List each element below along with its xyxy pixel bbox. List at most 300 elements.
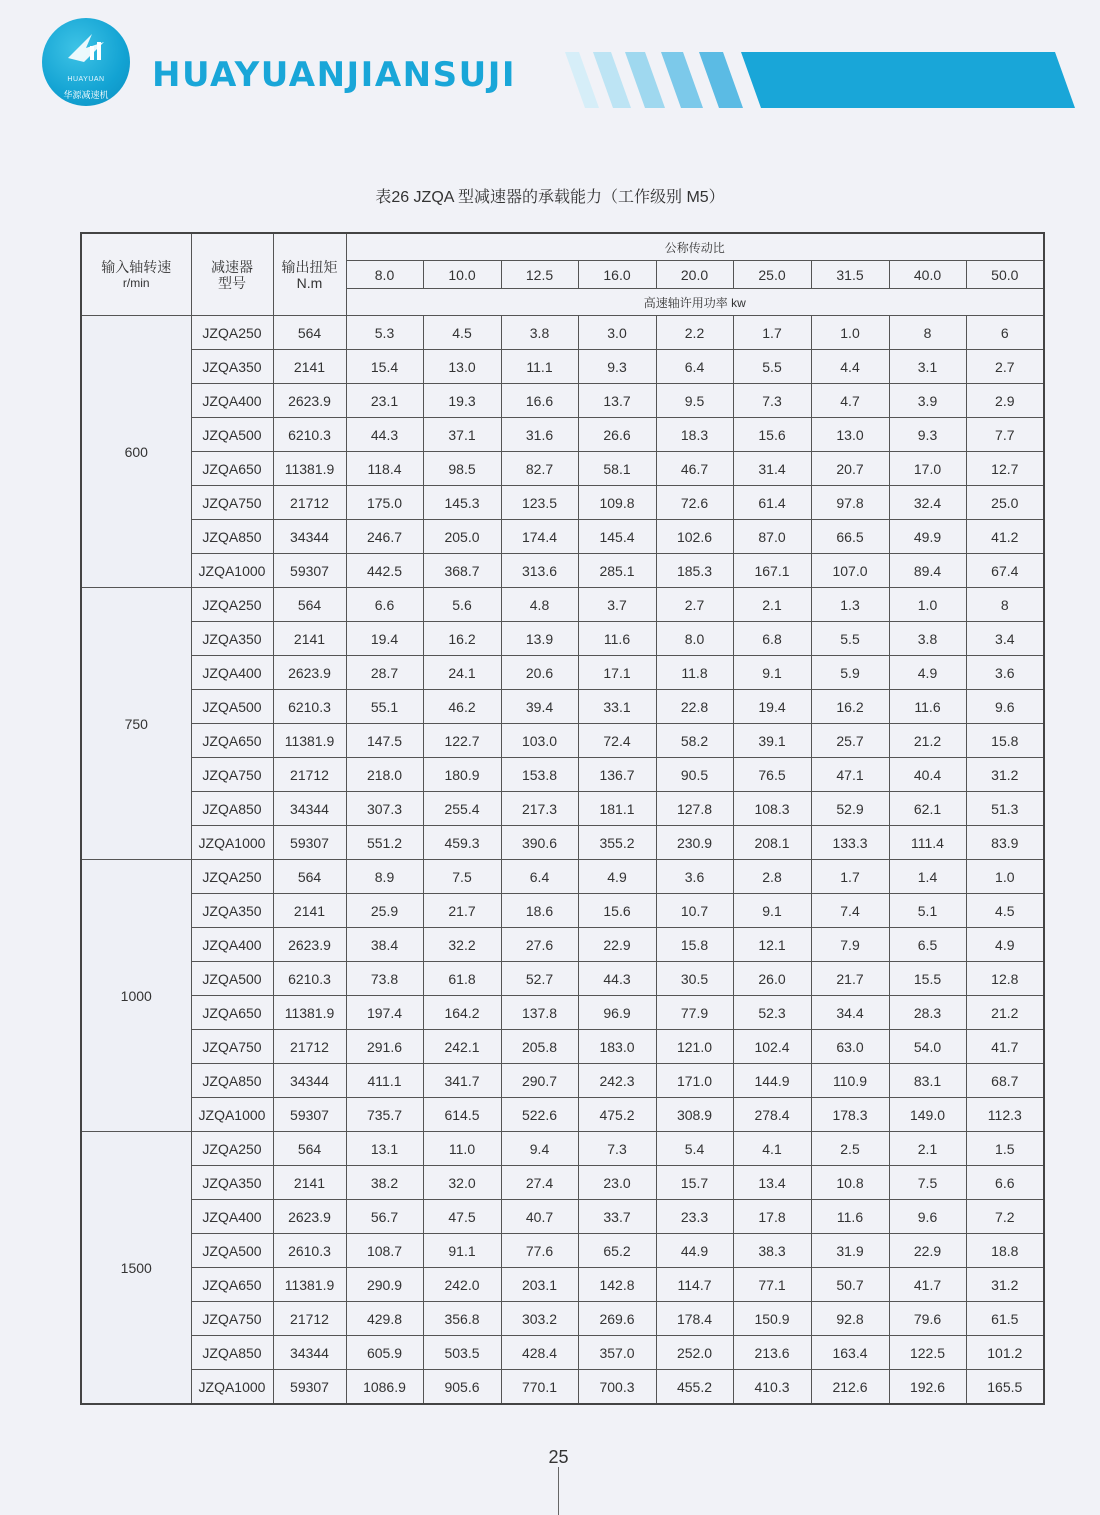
power-value-cell: 242.1 <box>423 1030 501 1064</box>
header-input-speed-label: 输入轴转速 <box>101 258 172 275</box>
power-value-cell: 41.7 <box>889 1268 966 1302</box>
output-torque-cell: 6210.3 <box>273 962 346 996</box>
power-value-cell: 5.5 <box>733 350 811 384</box>
power-value-cell: 181.1 <box>578 792 656 826</box>
power-value-cell: 700.3 <box>578 1370 656 1405</box>
reducer-model-cell: JZQA500 <box>191 418 273 452</box>
power-value-cell: 37.1 <box>423 418 501 452</box>
table-row <box>81 690 1044 724</box>
power-value-cell: 26.0 <box>733 962 811 996</box>
power-value-cell: 9.1 <box>733 656 811 690</box>
power-value-cell: 269.6 <box>578 1302 656 1336</box>
power-value-cell: 46.7 <box>656 452 733 486</box>
output-torque-cell: 59307 <box>273 1370 346 1405</box>
power-value-cell: 33.7 <box>578 1200 656 1234</box>
load-capacity-table <box>80 232 1045 1405</box>
power-value-cell: 52.7 <box>501 962 578 996</box>
power-value-cell: 212.6 <box>811 1370 889 1405</box>
power-value-cell: 6.8 <box>733 622 811 656</box>
power-value-cell: 133.3 <box>811 826 889 860</box>
power-value-cell: 31.9 <box>811 1234 889 1268</box>
power-value-cell: 197.4 <box>346 996 423 1030</box>
power-value-cell: 3.6 <box>966 656 1044 690</box>
table-row <box>81 1030 1044 1064</box>
power-value-cell: 47.5 <box>423 1200 501 1234</box>
power-value-cell: 96.9 <box>578 996 656 1030</box>
power-value-cell: 61.4 <box>733 486 811 520</box>
power-value-cell: 174.4 <box>501 520 578 554</box>
reducer-model-cell: JZQA850 <box>191 1064 273 1098</box>
header-reducer-type <box>191 233 273 316</box>
reducer-model-cell: JZQA250 <box>191 860 273 894</box>
power-value-cell: 38.4 <box>346 928 423 962</box>
power-value-cell: 9.3 <box>578 350 656 384</box>
output-torque-cell: 2141 <box>273 350 346 384</box>
reducer-model-cell: JZQA850 <box>191 1336 273 1370</box>
power-value-cell: 2.7 <box>966 350 1044 384</box>
reducer-model-cell: JZQA750 <box>191 758 273 792</box>
output-torque-cell: 564 <box>273 1132 346 1166</box>
reducer-model-cell: JZQA850 <box>191 792 273 826</box>
reducer-model-cell: JZQA750 <box>191 486 273 520</box>
power-value-cell: 31.2 <box>966 758 1044 792</box>
power-value-cell: 15.5 <box>889 962 966 996</box>
power-value-cell: 66.5 <box>811 520 889 554</box>
table-row <box>81 1098 1044 1132</box>
power-value-cell: 122.7 <box>423 724 501 758</box>
power-value-cell: 1086.9 <box>346 1370 423 1405</box>
ratio-header-cell: 25.0 <box>733 261 811 289</box>
reducer-model-cell: JZQA1000 <box>191 554 273 588</box>
ratio-header-cell: 10.0 <box>423 261 501 289</box>
power-value-cell: 905.6 <box>423 1370 501 1405</box>
power-value-cell: 34.4 <box>811 996 889 1030</box>
power-value-cell: 97.8 <box>811 486 889 520</box>
power-value-cell: 13.0 <box>423 350 501 384</box>
power-value-cell: 9.6 <box>966 690 1044 724</box>
power-value-cell: 4.9 <box>889 656 966 690</box>
header-input-speed <box>81 233 191 316</box>
header-output-torque-unit: N.m <box>296 274 323 291</box>
table-row <box>81 860 1044 894</box>
power-value-cell: 18.8 <box>966 1234 1044 1268</box>
power-value-cell: 121.0 <box>656 1030 733 1064</box>
power-value-cell: 33.1 <box>578 690 656 724</box>
reducer-model-cell: JZQA650 <box>191 1268 273 1302</box>
power-value-cell: 22.8 <box>656 690 733 724</box>
power-value-cell: 20.7 <box>811 452 889 486</box>
power-value-cell: 23.3 <box>656 1200 733 1234</box>
output-torque-cell: 11381.9 <box>273 1268 346 1302</box>
ratio-header-cell: 16.0 <box>578 261 656 289</box>
output-torque-cell: 6210.3 <box>273 690 346 724</box>
reducer-model-cell: JZQA750 <box>191 1302 273 1336</box>
table-row <box>81 452 1044 486</box>
power-value-cell: 291.6 <box>346 1030 423 1064</box>
power-value-cell: 3.0 <box>578 316 656 350</box>
power-value-cell: 2.2 <box>656 316 733 350</box>
power-value-cell: 308.9 <box>656 1098 733 1132</box>
power-value-cell: 180.9 <box>423 758 501 792</box>
power-value-cell: 122.5 <box>889 1336 966 1370</box>
power-value-cell: 218.0 <box>346 758 423 792</box>
power-value-cell: 5.6 <box>423 588 501 622</box>
power-value-cell: 242.0 <box>423 1268 501 1302</box>
input-speed-cell: 1000 <box>81 860 191 1132</box>
power-value-cell: 31.4 <box>733 452 811 486</box>
power-value-cell: 55.1 <box>346 690 423 724</box>
reducer-model-cell: JZQA350 <box>191 1166 273 1200</box>
power-value-cell: 8 <box>966 588 1044 622</box>
power-value-cell: 167.1 <box>733 554 811 588</box>
power-value-cell: 175.0 <box>346 486 423 520</box>
power-value-cell: 3.6 <box>656 860 733 894</box>
power-value-cell: 13.0 <box>811 418 889 452</box>
reducer-model-cell: JZQA250 <box>191 1132 273 1166</box>
power-value-cell: 109.8 <box>578 486 656 520</box>
power-value-cell: 38.3 <box>733 1234 811 1268</box>
logo-mark-icon <box>64 28 108 66</box>
power-value-cell: 153.8 <box>501 758 578 792</box>
power-value-cell: 46.2 <box>423 690 501 724</box>
power-value-cell: 87.0 <box>733 520 811 554</box>
power-value-cell: 44.3 <box>346 418 423 452</box>
table-row <box>81 724 1044 758</box>
power-value-cell: 19.3 <box>423 384 501 418</box>
power-value-cell: 149.0 <box>889 1098 966 1132</box>
table-row <box>81 588 1044 622</box>
reducer-model-cell: JZQA1000 <box>191 826 273 860</box>
reducer-model-cell: JZQA400 <box>191 928 273 962</box>
power-value-cell: 5.4 <box>656 1132 733 1166</box>
power-value-cell: 285.1 <box>578 554 656 588</box>
power-value-cell: 252.0 <box>656 1336 733 1370</box>
input-speed-cell: 750 <box>81 588 191 860</box>
power-value-cell: 108.7 <box>346 1234 423 1268</box>
power-value-cell: 3.7 <box>578 588 656 622</box>
power-value-cell: 4.8 <box>501 588 578 622</box>
power-value-cell: 4.9 <box>966 928 1044 962</box>
power-value-cell: 49.9 <box>889 520 966 554</box>
table-row <box>81 418 1044 452</box>
power-value-cell: 32.4 <box>889 486 966 520</box>
power-value-cell: 58.1 <box>578 452 656 486</box>
power-value-cell: 77.9 <box>656 996 733 1030</box>
reducer-model-cell: JZQA400 <box>191 1200 273 1234</box>
power-value-cell: 127.8 <box>656 792 733 826</box>
power-value-cell: 208.1 <box>733 826 811 860</box>
reducer-model-cell: JZQA350 <box>191 894 273 928</box>
output-torque-cell: 2623.9 <box>273 656 346 690</box>
power-value-cell: 56.7 <box>346 1200 423 1234</box>
power-value-cell: 290.9 <box>346 1268 423 1302</box>
power-value-cell: 91.1 <box>423 1234 501 1268</box>
power-value-cell: 7.5 <box>889 1166 966 1200</box>
ratio-header-cell: 50.0 <box>966 261 1044 289</box>
power-value-cell: 230.9 <box>656 826 733 860</box>
power-value-cell: 178.3 <box>811 1098 889 1132</box>
power-value-cell: 183.0 <box>578 1030 656 1064</box>
reducer-model-cell: JZQA650 <box>191 724 273 758</box>
output-torque-cell: 2623.9 <box>273 928 346 962</box>
power-value-cell: 19.4 <box>733 690 811 724</box>
power-value-cell: 1.5 <box>966 1132 1044 1166</box>
table-row <box>81 826 1044 860</box>
power-value-cell: 47.1 <box>811 758 889 792</box>
power-value-cell: 203.1 <box>501 1268 578 1302</box>
power-value-cell: 307.3 <box>346 792 423 826</box>
power-value-cell: 51.3 <box>966 792 1044 826</box>
table-row <box>81 622 1044 656</box>
power-value-cell: 442.5 <box>346 554 423 588</box>
power-value-cell: 2.5 <box>811 1132 889 1166</box>
power-value-cell: 58.2 <box>656 724 733 758</box>
ratio-header-cell: 20.0 <box>656 261 733 289</box>
output-torque-cell: 21712 <box>273 1030 346 1064</box>
power-value-cell: 7.4 <box>811 894 889 928</box>
logo-text-en: HUAYUAN <box>67 76 105 83</box>
power-value-cell: 39.4 <box>501 690 578 724</box>
power-value-cell: 192.6 <box>889 1370 966 1405</box>
power-value-cell: 4.5 <box>423 316 501 350</box>
power-value-cell: 18.6 <box>501 894 578 928</box>
header-allowable-power: 高速轴许用功率 kw <box>346 289 1044 316</box>
power-value-cell: 1.7 <box>811 860 889 894</box>
output-torque-cell: 34344 <box>273 520 346 554</box>
table-row <box>81 996 1044 1030</box>
reducer-model-cell: JZQA850 <box>191 520 273 554</box>
power-value-cell: 4.5 <box>966 894 1044 928</box>
power-value-cell: 356.8 <box>423 1302 501 1336</box>
power-value-cell: 28.7 <box>346 656 423 690</box>
output-torque-cell: 59307 <box>273 554 346 588</box>
power-value-cell: 8.9 <box>346 860 423 894</box>
output-torque-cell: 21712 <box>273 1302 346 1336</box>
power-value-cell: 8.0 <box>656 622 733 656</box>
power-value-cell: 5.1 <box>889 894 966 928</box>
power-value-cell: 11.6 <box>889 690 966 724</box>
ratio-header-cell: 8.0 <box>346 261 423 289</box>
power-value-cell: 142.8 <box>578 1268 656 1302</box>
table-row <box>81 792 1044 826</box>
power-value-cell: 44.3 <box>578 962 656 996</box>
power-value-cell: 9.3 <box>889 418 966 452</box>
power-value-cell: 92.8 <box>811 1302 889 1336</box>
output-torque-cell: 11381.9 <box>273 452 346 486</box>
reducer-model-cell: JZQA500 <box>191 690 273 724</box>
output-torque-cell: 34344 <box>273 1064 346 1098</box>
power-value-cell: 16.6 <box>501 384 578 418</box>
output-torque-cell: 6210.3 <box>273 418 346 452</box>
power-value-cell: 136.7 <box>578 758 656 792</box>
output-torque-cell: 21712 <box>273 486 346 520</box>
power-value-cell: 39.1 <box>733 724 811 758</box>
power-value-cell: 303.2 <box>501 1302 578 1336</box>
reducer-model-cell: JZQA350 <box>191 622 273 656</box>
power-value-cell: 411.1 <box>346 1064 423 1098</box>
power-value-cell: 67.4 <box>966 554 1044 588</box>
output-torque-cell: 564 <box>273 860 346 894</box>
power-value-cell: 368.7 <box>423 554 501 588</box>
power-value-cell: 83.9 <box>966 826 1044 860</box>
power-value-cell: 17.1 <box>578 656 656 690</box>
power-value-cell: 18.3 <box>656 418 733 452</box>
power-value-cell: 76.5 <box>733 758 811 792</box>
power-value-cell: 15.4 <box>346 350 423 384</box>
power-value-cell: 5.9 <box>811 656 889 690</box>
table-title: 表26 JZQA 型减速器的承载能力（工作级别 M5） <box>375 189 725 206</box>
power-value-cell: 11.6 <box>811 1200 889 1234</box>
power-value-cell: 44.9 <box>656 1234 733 1268</box>
power-value-cell: 25.0 <box>966 486 1044 520</box>
power-value-cell: 429.8 <box>346 1302 423 1336</box>
reducer-model-cell: JZQA250 <box>191 588 273 622</box>
output-torque-cell: 2141 <box>273 622 346 656</box>
power-value-cell: 503.5 <box>423 1336 501 1370</box>
reducer-model-cell: JZQA250 <box>191 316 273 350</box>
table-row <box>81 962 1044 996</box>
power-value-cell: 110.9 <box>811 1064 889 1098</box>
power-value-cell: 1.7 <box>733 316 811 350</box>
power-value-cell: 17.8 <box>733 1200 811 1234</box>
output-torque-cell: 2623.9 <box>273 384 346 418</box>
power-value-cell: 1.4 <box>889 860 966 894</box>
power-value-cell: 83.1 <box>889 1064 966 1098</box>
power-value-cell: 3.8 <box>889 622 966 656</box>
power-value-cell: 213.6 <box>733 1336 811 1370</box>
company-logo <box>42 18 130 106</box>
header-nominal-ratio: 公称传动比 <box>346 233 1044 261</box>
power-value-cell: 98.5 <box>423 452 501 486</box>
power-value-cell: 108.3 <box>733 792 811 826</box>
power-value-cell: 357.0 <box>578 1336 656 1370</box>
power-value-cell: 114.7 <box>656 1268 733 1302</box>
ratio-header-cell: 12.5 <box>501 261 578 289</box>
input-speed-cell: 600 <box>81 316 191 588</box>
output-torque-cell: 34344 <box>273 1336 346 1370</box>
power-value-cell: 2.1 <box>733 588 811 622</box>
table-row <box>81 1132 1044 1166</box>
table-row <box>81 1166 1044 1200</box>
power-value-cell: 24.1 <box>423 656 501 690</box>
output-torque-cell: 34344 <box>273 792 346 826</box>
power-value-cell: 7.2 <box>966 1200 1044 1234</box>
power-value-cell: 185.3 <box>656 554 733 588</box>
power-value-cell: 11.6 <box>578 622 656 656</box>
power-value-cell: 27.4 <box>501 1166 578 1200</box>
power-value-cell: 31.6 <box>501 418 578 452</box>
power-value-cell: 147.5 <box>346 724 423 758</box>
reducer-model-cell: JZQA650 <box>191 996 273 1030</box>
header-output-torque <box>273 233 346 316</box>
power-value-cell: 111.4 <box>889 826 966 860</box>
power-value-cell: 2.8 <box>733 860 811 894</box>
power-value-cell: 242.3 <box>578 1064 656 1098</box>
power-value-cell: 12.7 <box>966 452 1044 486</box>
power-value-cell: 9.1 <box>733 894 811 928</box>
power-value-cell: 313.6 <box>501 554 578 588</box>
power-value-cell: 38.2 <box>346 1166 423 1200</box>
table-row <box>81 554 1044 588</box>
power-value-cell: 90.5 <box>656 758 733 792</box>
power-value-cell: 150.9 <box>733 1302 811 1336</box>
output-torque-cell: 11381.9 <box>273 996 346 1030</box>
output-torque-cell: 11381.9 <box>273 724 346 758</box>
power-value-cell: 7.9 <box>811 928 889 962</box>
power-value-cell: 54.0 <box>889 1030 966 1064</box>
power-value-cell: 13.9 <box>501 622 578 656</box>
power-value-cell: 8 <box>889 316 966 350</box>
power-value-cell: 23.1 <box>346 384 423 418</box>
power-value-cell: 137.8 <box>501 996 578 1030</box>
output-torque-cell: 564 <box>273 588 346 622</box>
output-torque-cell: 59307 <box>273 826 346 860</box>
power-value-cell: 10.8 <box>811 1166 889 1200</box>
power-value-cell: 21.2 <box>889 724 966 758</box>
output-torque-cell: 59307 <box>273 1098 346 1132</box>
power-value-cell: 5.5 <box>811 622 889 656</box>
power-value-cell: 6.6 <box>346 588 423 622</box>
table-row <box>81 1064 1044 1098</box>
power-value-cell: 341.7 <box>423 1064 501 1098</box>
power-value-cell: 103.0 <box>501 724 578 758</box>
power-value-cell: 21.7 <box>423 894 501 928</box>
output-torque-cell: 564 <box>273 316 346 350</box>
power-value-cell: 3.4 <box>966 622 1044 656</box>
table-row <box>81 894 1044 928</box>
reducer-model-cell: JZQA650 <box>191 452 273 486</box>
table-row <box>81 758 1044 792</box>
power-value-cell: 11.1 <box>501 350 578 384</box>
table-row <box>81 1234 1044 1268</box>
power-value-cell: 6.4 <box>656 350 733 384</box>
power-value-cell: 41.7 <box>966 1030 1044 1064</box>
reducer-model-cell: JZQA400 <box>191 384 273 418</box>
power-value-cell: 205.8 <box>501 1030 578 1064</box>
power-value-cell: 4.9 <box>578 860 656 894</box>
power-value-cell: 40.7 <box>501 1200 578 1234</box>
power-value-cell: 15.8 <box>966 724 1044 758</box>
power-value-cell: 15.7 <box>656 1166 733 1200</box>
brand-name: HUAYUANJIANSUJI <box>152 55 516 95</box>
power-value-cell: 178.4 <box>656 1302 733 1336</box>
table-row <box>81 520 1044 554</box>
power-value-cell: 171.0 <box>656 1064 733 1098</box>
power-value-cell: 82.7 <box>501 452 578 486</box>
power-value-cell: 118.4 <box>346 452 423 486</box>
power-value-cell: 123.5 <box>501 486 578 520</box>
power-value-cell: 4.4 <box>811 350 889 384</box>
power-value-cell: 32.0 <box>423 1166 501 1200</box>
power-value-cell: 22.9 <box>578 928 656 962</box>
header-input-speed-unit: r/min <box>122 275 150 290</box>
power-value-cell: 15.6 <box>733 418 811 452</box>
output-torque-cell: 2610.3 <box>273 1234 346 1268</box>
power-value-cell: 6.4 <box>501 860 578 894</box>
power-value-cell: 4.1 <box>733 1132 811 1166</box>
table-row <box>81 656 1044 690</box>
power-value-cell: 2.9 <box>966 384 1044 418</box>
power-value-cell: 72.6 <box>656 486 733 520</box>
power-value-cell: 21.2 <box>966 996 1044 1030</box>
power-value-cell: 390.6 <box>501 826 578 860</box>
power-value-cell: 25.7 <box>811 724 889 758</box>
power-value-cell: 7.7 <box>966 418 1044 452</box>
power-value-cell: 6.5 <box>889 928 966 962</box>
power-value-cell: 205.0 <box>423 520 501 554</box>
reducer-model-cell: JZQA400 <box>191 656 273 690</box>
header-stripes-decoration <box>565 52 1075 108</box>
